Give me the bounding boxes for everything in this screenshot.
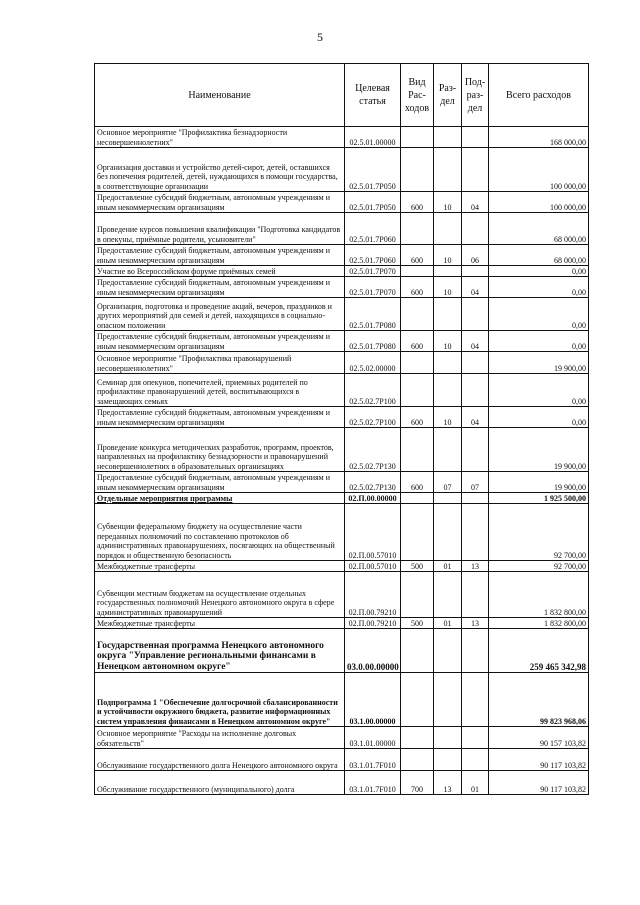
row-name-cell bbox=[95, 407, 345, 428]
row-vid-cell bbox=[401, 673, 434, 727]
table-row bbox=[95, 374, 589, 407]
row-name-cell bbox=[95, 331, 345, 352]
table-row bbox=[95, 618, 589, 629]
row-name-cell bbox=[95, 727, 345, 749]
table-row bbox=[95, 298, 589, 331]
row-name-cell bbox=[95, 493, 345, 504]
row-podrazdel-cell bbox=[462, 127, 489, 148]
row-total-cell: 92 700,00 bbox=[489, 561, 589, 572]
row-razdel-cell: 07 bbox=[434, 472, 462, 493]
row-total-cell: 19 900,00 bbox=[489, 428, 589, 472]
row-podrazdel-cell bbox=[462, 428, 489, 472]
row-name-cell bbox=[95, 771, 345, 795]
row-name-text: Проведение конкурса методических разработок, программ, проектов, направленных на профилактику безнадзорности и правонарушений несовершеннолетних в образовательных организациях bbox=[97, 442, 334, 471]
column-header-name: Наименование bbox=[95, 64, 345, 127]
row-vid-cell bbox=[401, 298, 434, 331]
row-name-text: Семинар для опекунов, попечителей, приемных родителей по профилактике правонарушений детей, воспитывающихся в замещающих семьях bbox=[97, 377, 308, 406]
row-vid-cell bbox=[401, 266, 434, 277]
row-code-cell: 03.1.01.00000 bbox=[345, 727, 401, 749]
row-razdel-cell bbox=[434, 213, 462, 245]
column-header-total: Всего расходов bbox=[489, 64, 589, 127]
table-row bbox=[95, 331, 589, 352]
row-code-cell: 02.5.02.7Р130 bbox=[345, 472, 401, 493]
table-row bbox=[95, 629, 589, 673]
table-row bbox=[95, 673, 589, 727]
row-razdel-cell: 10 bbox=[434, 192, 462, 213]
row-razdel-cell bbox=[434, 148, 462, 192]
row-name-text: Подпрограмма 1 "Обеспечение долгосрочной сбалансированности и устойчивости окружного бюджета, развитие информационных систем управления финансами в Ненецком автономном округе" bbox=[97, 697, 338, 726]
row-total-cell: 0,00 bbox=[489, 331, 589, 352]
row-razdel-cell: 13 bbox=[434, 771, 462, 795]
row-podrazdel-cell bbox=[462, 572, 489, 618]
row-vid-cell: 500 bbox=[401, 618, 434, 629]
row-podrazdel-cell bbox=[462, 504, 489, 561]
row-razdel-cell: 10 bbox=[434, 245, 462, 266]
row-name-text: Субвенции федеральному бюджету на осуществление части переданных полномочий по составлению протоколов об административных правонарушениях, посягающих на общественный порядок и общественную безопасность bbox=[97, 522, 335, 560]
row-total-cell: 168 000,00 bbox=[489, 127, 589, 148]
row-podrazdel-cell bbox=[462, 213, 489, 245]
row-vid-cell bbox=[401, 148, 434, 192]
row-vid-cell bbox=[401, 127, 434, 148]
row-code-cell: 02.5.01.00000 bbox=[345, 127, 401, 148]
row-vid-cell: 700 bbox=[401, 771, 434, 795]
row-code-cell: 02.П.00.57010 bbox=[345, 561, 401, 572]
row-name-cell bbox=[95, 148, 345, 192]
row-razdel-cell bbox=[434, 298, 462, 331]
row-vid-cell bbox=[401, 374, 434, 407]
row-vid-cell: 600 bbox=[401, 331, 434, 352]
row-code-cell: 02.П.00.79210 bbox=[345, 572, 401, 618]
row-code-cell: 02.5.01.7Р060 bbox=[345, 245, 401, 266]
row-razdel-cell: 10 bbox=[434, 407, 462, 428]
row-total-cell: 99 823 968,06 bbox=[489, 673, 589, 727]
table-row bbox=[95, 504, 589, 561]
row-name-cell bbox=[95, 618, 345, 629]
row-name-text: Обслуживание государственного долга Ненецкого автономного округа bbox=[97, 760, 338, 770]
row-vid-cell bbox=[401, 213, 434, 245]
table-header-row bbox=[95, 64, 589, 127]
row-total-cell: 19 900,00 bbox=[489, 472, 589, 493]
row-name-cell bbox=[95, 629, 345, 673]
row-razdel-cell bbox=[434, 749, 462, 771]
row-vid-cell bbox=[401, 504, 434, 561]
row-razdel-cell: 01 bbox=[434, 561, 462, 572]
row-podrazdel-cell bbox=[462, 629, 489, 673]
column-header-vid: Вид Рас-ходов bbox=[401, 64, 434, 127]
row-code-cell: 02.П.00.79210 bbox=[345, 618, 401, 629]
row-name-cell bbox=[95, 213, 345, 245]
row-name-text: Предоставление субсидий бюджетным, автономным учреждениям и иным некоммерческим организациям bbox=[97, 408, 331, 427]
row-total-cell: 0,00 bbox=[489, 298, 589, 331]
row-podrazdel-cell: 04 bbox=[462, 277, 489, 298]
row-name-cell bbox=[95, 277, 345, 298]
row-razdel-cell bbox=[434, 673, 462, 727]
row-name-text: Основное мероприятие "Расходы на исполнение долговых обязательств" bbox=[97, 729, 297, 748]
row-razdel-cell bbox=[434, 629, 462, 673]
row-total-cell: 1 832 800,00 bbox=[489, 618, 589, 629]
row-code-cell: 02.П.00.57010 bbox=[345, 504, 401, 561]
row-total-cell: 259 465 342,98 bbox=[489, 629, 589, 673]
row-podrazdel-cell: 04 bbox=[462, 407, 489, 428]
row-razdel-cell bbox=[434, 127, 462, 148]
row-podrazdel-cell: 04 bbox=[462, 192, 489, 213]
row-total-cell: 68 000,00 bbox=[489, 213, 589, 245]
column-header-code: Целевая статья bbox=[345, 64, 401, 127]
row-name-cell bbox=[95, 428, 345, 472]
table-row bbox=[95, 352, 589, 374]
row-vid-cell bbox=[401, 428, 434, 472]
row-razdel-cell bbox=[434, 374, 462, 407]
row-podrazdel-cell: 06 bbox=[462, 245, 489, 266]
row-code-cell: 02.5.01.7Р080 bbox=[345, 331, 401, 352]
row-vid-cell: 600 bbox=[401, 192, 434, 213]
row-name-text: Субвенции местным бюджетам на осуществление отдельных государственных полномочий Ненецкого автономного округа в сфере административных правонарушений bbox=[97, 588, 335, 617]
row-razdel-cell bbox=[434, 266, 462, 277]
row-vid-cell: 600 bbox=[401, 472, 434, 493]
row-razdel-cell bbox=[434, 504, 462, 561]
row-razdel-cell bbox=[434, 352, 462, 374]
row-total-cell: 0,00 bbox=[489, 374, 589, 407]
row-total-cell: 68 000,00 bbox=[489, 245, 589, 266]
row-code-cell: 03.1.01.7F010 bbox=[345, 749, 401, 771]
table-row bbox=[95, 771, 589, 795]
table-row bbox=[95, 472, 589, 493]
row-code-cell: 02.5.01.7Р050 bbox=[345, 148, 401, 192]
row-razdel-cell bbox=[434, 428, 462, 472]
row-name-cell bbox=[95, 127, 345, 148]
row-name-cell bbox=[95, 298, 345, 331]
row-name-text: Основное мероприятие "Профилактика безнадзорности несовершеннолетних" bbox=[97, 128, 288, 147]
row-total-cell: 90 157 103,82 bbox=[489, 727, 589, 749]
row-name-text: Организация, подготовка и проведение акций, вечеров, праздников и других мероприятий для семей и детей, находящихся в социально-опасном положении bbox=[97, 301, 332, 330]
table-row bbox=[95, 572, 589, 618]
row-name-text: Предоставление субсидий бюджетным, автономным учреждениям и иным некоммерческим организациям bbox=[97, 246, 331, 265]
row-name-cell bbox=[95, 352, 345, 374]
table-row bbox=[95, 727, 589, 749]
row-podrazdel-cell: 07 bbox=[462, 472, 489, 493]
row-code-cell: 03.1.01.7F010 bbox=[345, 771, 401, 795]
row-code-cell: 03.0.00.00000 bbox=[345, 629, 401, 673]
row-razdel-cell: 10 bbox=[434, 277, 462, 298]
page-number: 5 bbox=[317, 30, 323, 44]
row-podrazdel-cell bbox=[462, 352, 489, 374]
row-vid-cell: 600 bbox=[401, 407, 434, 428]
row-name-text: Основное мероприятие "Профилактика правонарушений несовершеннолетних" bbox=[97, 354, 292, 373]
row-name-text: Организация доставки и устройство детей-сирот, детей, оставшихся без попечения родителей, детей, нуждающихся в помощи государства, в соответствующие организации bbox=[97, 162, 338, 191]
column-header-podrazdel: Под-раз-дел bbox=[462, 64, 489, 127]
row-razdel-cell bbox=[434, 727, 462, 749]
row-vid-cell bbox=[401, 727, 434, 749]
table-row bbox=[95, 749, 589, 771]
row-podrazdel-cell: 13 bbox=[462, 618, 489, 629]
row-code-cell: 02.5.01.7Р050 bbox=[345, 192, 401, 213]
row-podrazdel-cell bbox=[462, 298, 489, 331]
row-total-cell: 92 700,00 bbox=[489, 504, 589, 561]
table-row bbox=[95, 213, 589, 245]
row-code-cell: 02.5.02.7Р100 bbox=[345, 374, 401, 407]
row-podrazdel-cell: 04 bbox=[462, 331, 489, 352]
row-name-cell bbox=[95, 245, 345, 266]
row-name-cell bbox=[95, 266, 345, 277]
row-name-text: Предоставление субсидий бюджетным, автономным учреждениям и иным некоммерческим организациям bbox=[97, 332, 331, 351]
row-name-cell bbox=[95, 572, 345, 618]
row-vid-cell: 600 bbox=[401, 277, 434, 298]
row-name-text: Межбюджетные трансферты bbox=[97, 618, 195, 628]
table-row bbox=[95, 192, 589, 213]
table-row bbox=[95, 561, 589, 572]
table-row bbox=[95, 493, 589, 504]
row-name-cell bbox=[95, 472, 345, 493]
row-name-text: Предоставление субсидий бюджетным, автономным учреждениям и иным некоммерческим организациям bbox=[97, 278, 331, 297]
row-code-cell: 02.5.02.7Р130 bbox=[345, 428, 401, 472]
row-vid-cell bbox=[401, 493, 434, 504]
row-razdel-cell bbox=[434, 493, 462, 504]
row-name-cell bbox=[95, 749, 345, 771]
row-name-cell bbox=[95, 504, 345, 561]
row-vid-cell: 500 bbox=[401, 561, 434, 572]
row-podrazdel-cell bbox=[462, 266, 489, 277]
row-podrazdel-cell bbox=[462, 374, 489, 407]
row-code-cell: 02.5.02.7Р100 bbox=[345, 407, 401, 428]
row-name-text: Межбюджетные трансферты bbox=[97, 561, 195, 571]
row-name-cell bbox=[95, 374, 345, 407]
table-row bbox=[95, 148, 589, 192]
row-podrazdel-cell bbox=[462, 749, 489, 771]
row-code-cell: 03.1.00.00000 bbox=[345, 673, 401, 727]
row-podrazdel-cell bbox=[462, 493, 489, 504]
table-row bbox=[95, 428, 589, 472]
row-name-cell bbox=[95, 561, 345, 572]
row-code-cell: 02.5.01.7Р060 bbox=[345, 213, 401, 245]
row-total-cell: 19 900,00 bbox=[489, 352, 589, 374]
row-vid-cell bbox=[401, 749, 434, 771]
table-row bbox=[95, 127, 589, 148]
row-name-text: Отдельные мероприятия программы bbox=[97, 493, 233, 503]
row-name-text: Предоставление субсидий бюджетным, автономным учреждениям и иным некоммерческим организациям bbox=[97, 473, 331, 492]
row-name-cell bbox=[95, 673, 345, 727]
row-total-cell: 100 000,00 bbox=[489, 148, 589, 192]
table-row bbox=[95, 407, 589, 428]
row-razdel-cell: 10 bbox=[434, 331, 462, 352]
row-razdel-cell: 01 bbox=[434, 618, 462, 629]
row-razdel-cell bbox=[434, 572, 462, 618]
row-podrazdel-cell bbox=[462, 727, 489, 749]
row-code-cell: 02.5.01.7Р070 bbox=[345, 277, 401, 298]
row-name-text: Государственная программа Ненецкого автономного округа "Управление региональными финансами в Ненецком автономном округе" bbox=[97, 640, 324, 672]
row-vid-cell bbox=[401, 572, 434, 618]
row-podrazdel-cell: 13 bbox=[462, 561, 489, 572]
row-podrazdel-cell bbox=[462, 148, 489, 192]
table-body bbox=[95, 127, 589, 795]
row-vid-cell bbox=[401, 352, 434, 374]
row-name-cell bbox=[95, 192, 345, 213]
table-row bbox=[95, 245, 589, 266]
row-code-cell: 02.5.02.00000 bbox=[345, 352, 401, 374]
budget-table bbox=[94, 63, 589, 795]
row-total-cell: 90 117 103,82 bbox=[489, 771, 589, 795]
row-vid-cell: 600 bbox=[401, 245, 434, 266]
table-row bbox=[95, 277, 589, 298]
row-name-text: Обслуживание государственного (муниципального) долга bbox=[97, 784, 295, 794]
row-podrazdel-cell bbox=[462, 673, 489, 727]
row-vid-cell bbox=[401, 629, 434, 673]
row-total-cell: 0,00 bbox=[489, 277, 589, 298]
row-code-cell: 02.5.01.7Р070 bbox=[345, 266, 401, 277]
row-name-text: Проведение курсов повышения квалификации "Подготовка кандидатов в опекуны, приёмные родители, усыновители" bbox=[97, 225, 341, 244]
table-row bbox=[95, 266, 589, 277]
row-total-cell: 1 925 500,00 bbox=[489, 493, 589, 504]
row-total-cell: 1 832 800,00 bbox=[489, 572, 589, 618]
row-total-cell: 0,00 bbox=[489, 407, 589, 428]
row-total-cell: 90 117 103,82 bbox=[489, 749, 589, 771]
row-name-text: Участие во Всероссийском форуме приёмных семей bbox=[97, 266, 276, 276]
row-name-text: Предоставление субсидий бюджетным, автономным учреждениям и иным некоммерческим организациям bbox=[97, 193, 331, 212]
row-total-cell: 100 000,00 bbox=[489, 192, 589, 213]
row-code-cell: 02.П.00.00000 bbox=[345, 493, 401, 504]
row-total-cell: 0,00 bbox=[489, 266, 589, 277]
row-code-cell: 02.5.01.7Р080 bbox=[345, 298, 401, 331]
column-header-razdel: Раз-дел bbox=[434, 64, 462, 127]
row-podrazdel-cell: 01 bbox=[462, 771, 489, 795]
